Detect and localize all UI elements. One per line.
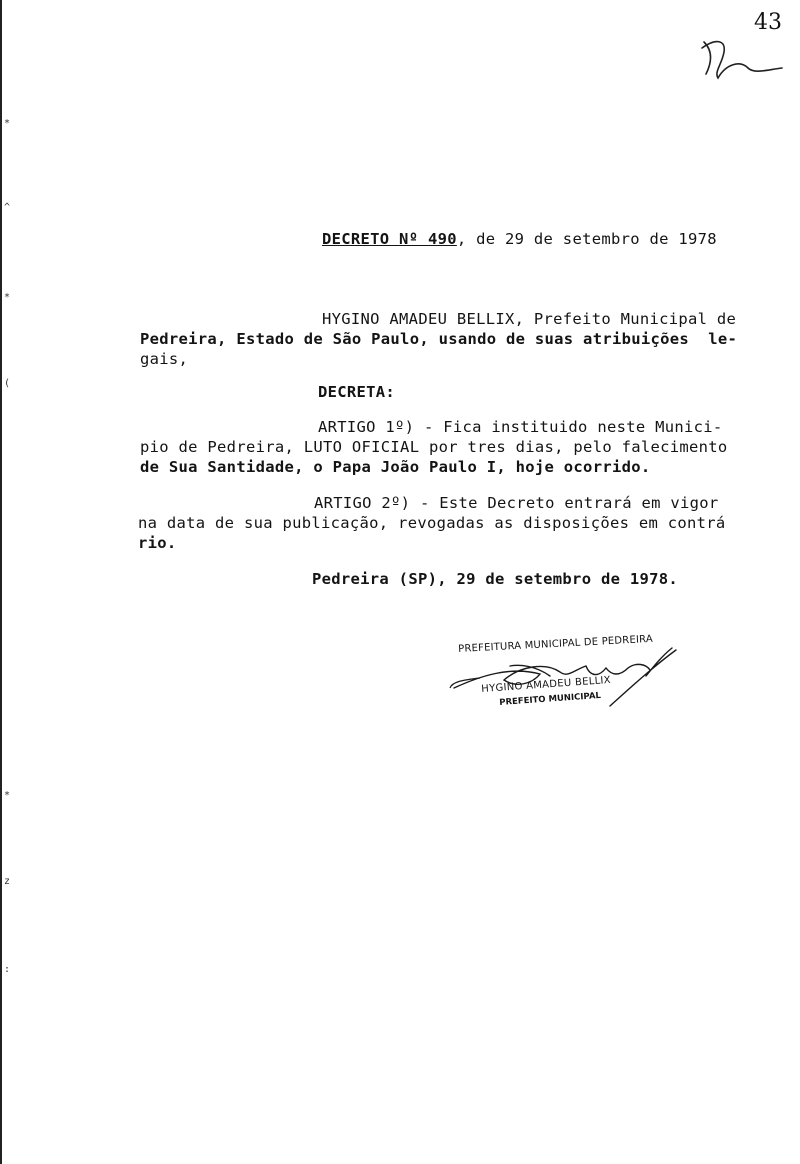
- stamp-signatory-title: PREFEITO MUNICIPAL: [499, 690, 602, 708]
- stamp-municipality-text: PREFEITURA MUNICIPAL DE PEDREIRA: [458, 633, 654, 655]
- scan-margin-mark: *: [4, 292, 11, 303]
- decree-heading: [322, 230, 717, 248]
- preamble-line-1: HYGINO AMADEU BELLIX, Prefeito Municipal de: [322, 310, 737, 328]
- article-1-line-1: ARTIGO 1º) - Fica instituido neste Munici-: [318, 418, 723, 436]
- decreta-heading: DECRETA:: [318, 383, 396, 401]
- scan-margin-mark: z: [4, 876, 11, 887]
- preamble-line-3: gais,: [140, 350, 189, 368]
- page-number: 43: [754, 10, 782, 35]
- article-2-line-3: rio.: [138, 534, 177, 552]
- article-1-line-2: pio de Pedreira, LUTO OFICIAL por tres dias, pelo falecimento: [140, 438, 728, 456]
- article-2-line-1: ARTIGO 2º) - Este Decreto entrará em vigor: [314, 494, 719, 512]
- scan-margin-mark: (: [4, 378, 11, 389]
- stamp-signatory-name: HYGINO AMADEU BELLIX: [481, 674, 612, 695]
- article-2-line-2: na data de sua publicação, revogadas as disposições em contrá: [138, 514, 726, 532]
- scan-edge-line: [0, 0, 2, 1164]
- scan-margin-mark: *: [4, 118, 11, 129]
- scan-margin-mark: ^: [4, 202, 11, 213]
- article-1-line-3: de Sua Santidade, o Papa João Paulo I, hoje ocorrido.: [140, 458, 651, 476]
- handwritten-initials: [696, 34, 790, 90]
- decree-number: DECRETO Nº 490: [322, 230, 457, 248]
- place-and-date: Pedreira (SP), 29 de setembro de 1978.: [312, 570, 679, 588]
- decree-date: , de 29 de setembro de 1978: [456, 230, 717, 248]
- scan-margin-mark: :: [4, 964, 11, 975]
- scan-margin-mark: *: [4, 790, 11, 801]
- preamble-line-2: Pedreira, Estado de São Paulo, usando de suas atribuições le-: [140, 330, 738, 348]
